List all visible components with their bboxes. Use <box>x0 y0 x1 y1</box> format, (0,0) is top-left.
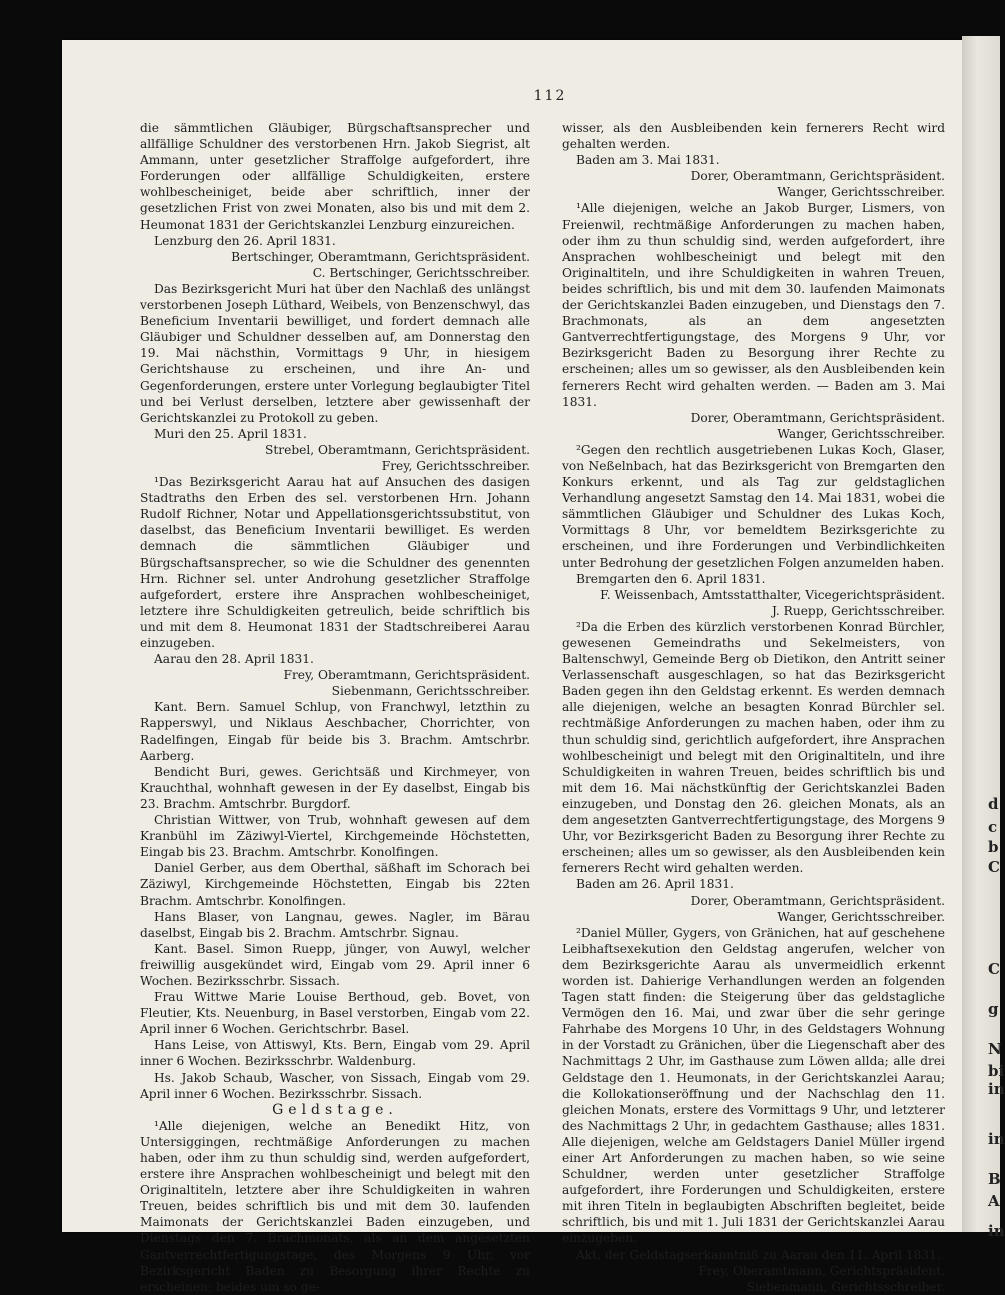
signature-line: Bertschinger, Oberamtmann, Gerichtspräsident. <box>231 249 530 264</box>
date-line: Baden am 3. Mai 1831. <box>576 153 720 168</box>
notice-paragraph: ²Gegen den rechtlich ausgetriebenen Lukas Koch, Glaser, von Neßelnbach, hat das Bezirksgericht von Bremgarten den Konkurs erkennt, und als Tag zur geldstaglichen Verhandlung angesetzt Samstag den 14. Mai 1831, wobei die sämmtlichen Gläubiger und Schuldner des Lukas Koch, Vormittags 8 Uhr, vor bemeldtem Bezirksgerichte zu erscheinen, und ihre Forderungen und Verbindlichkeiten unter Bedrohung der gesetzlichen Folgen anzumelden haben. <box>562 442 945 570</box>
notice-paragraph: ²Da die Erben des kürzlich verstorbenen Konrad Bürchler, gewesenen Gemeindraths und Sekelmeisters, von Baltenschwyl, Gemeinde Berg ob Dietikon, den Antritt seiner Verlassenschaft ausgeschlagen, so hat das Bezirksgericht Baden gegen ihn den Geldstag erkennt. Es werden demnach alle diejenigen, welche an besagten Konrad Bürchler sel. rechtmäßige Anforderungen zu machen haben, oder ihm zu thun schuldig sind, gerichtlich aufgefordert, ihre Ansprachen wohlbescheinigt und belegt mit den Originaltiteln, und ihre Schuldigkeiten in wahren Treuen, beides schriftlich bis und mit dem 16. Mai nächstkünftig der Gerichtskanzlei Baden einzugeben, und Donstag den 26. gleichen Monats, als an dem angesetzten Gantverrechtfertigungstage, des Morgens 9 Uhr, vor Bezirksgericht Baden zu Besorgung ihrer Rechte zu erscheinen; alles um so gewisser, als den Ausbleibenden kein fernerers Recht wird gehalten werden. <box>562 619 945 876</box>
edge-glyph: d <box>988 795 999 813</box>
page-number: 112 <box>533 88 567 104</box>
signature-line: Frey, Oberamtmann, Gerichtspräsident. <box>283 668 530 683</box>
edge-glyph: c <box>988 818 998 836</box>
notice-paragraph: Christian Wittwer, von Trub, wohnhaft gewesen auf dem Kranbühl im Zäziwyl-Viertel, Kirchgemeinde Höchstetten, Eingab bis 23. Brachm. Amtschrbr. Konolfingen. <box>140 813 530 860</box>
notice-paragraph: Hs. Jakob Schaub, Wascher, von Sissach, Eingab vom 29. April inner 6 Wochen. Bezirksschrbr. Sissach. <box>140 1070 530 1101</box>
edge-glyph: g <box>988 1000 999 1018</box>
signature-line: Dorer, Oberamtmann, Gerichtspräsident. <box>690 410 945 425</box>
signature-line: Frey, Oberamtmann, Gerichtspräsident. <box>698 1263 945 1278</box>
notice-paragraph: die sämmtlichen Gläubiger, Bürgschaftsansprecher und allfällige Schuldner des verstorbenen Hrn. Jakob Siegrist, alt Ammann, unter gesetzlicher Straffolge aufgefordert, ihre Forderungen oder allfällige Schuldigkeiten, erstere wohlbescheiniget, beide aber schriftlich, inner der gesetzlichen Frist von zwei Monaten, also bis und mit dem 2. Heumonat 1831 der Gerichtskanzlei Lenzburg einzureichen. <box>140 121 530 232</box>
notice-paragraph: Hans Blaser, von Langnau, gewes. Nagler, im Bärau daselbst, Eingab bis 2. Brachm. Amtschrbr. Signau. <box>140 909 530 940</box>
edge-glyph: bi <box>988 1062 1005 1080</box>
notice-paragraph: ¹Das Bezirksgericht Aarau hat auf Ansuchen des dasigen Stadtraths den Erben des sel. verstorbenen Hrn. Johann Rudolf Richner, Notar und Appellationsgerichtssubstitut, von daselbst, das Beneficium Inventarii bewilliget. Es werden demnach die sämmtlichen Gläubiger und Bürgschaftsansprecher, so wie die Schuldner des genennten Hrn. Richner sel. unter Androhung gesetzlicher Straffolge aufgefordert, erstere ihre Ansprachen wohlbescheiniget, letztere ihre Schuldigkeiten getreulich, beide schriftlich bis und mit dem 8. Heumonat 1831 der Stadtschreiberei Aarau einzugeben. <box>140 475 530 650</box>
edge-glyph: in <box>988 1222 1005 1240</box>
edge-glyph: A <box>988 1192 1000 1210</box>
left-column <box>140 120 530 1295</box>
date-line: Bremgarten den 6. April 1831. <box>576 571 766 586</box>
signature-line: Siebenmann, Gerichtsschreiber. <box>746 1279 945 1294</box>
date-line: Akt. der Geldstagserkanntniß zu Aarau den 11. April 1831. <box>576 1247 941 1262</box>
signature-line: F. Weissenbach, Amtsstatthalter, Vicegerichtspräsident. <box>600 587 945 602</box>
section-heading: Geldstage. <box>272 1101 398 1118</box>
date-line: Muri den 25. April 1831. <box>154 426 307 441</box>
notice-paragraph: Frau Wittwe Marie Louise Berthoud, geb. Bovet, von Fleutier, Kts. Neuenburg, in Basel verstorben, Eingab vom 22. April inner 6 Wochen. Gerichtschrbr. Basel. <box>140 990 530 1037</box>
edge-glyph: C <box>988 960 1000 978</box>
date-line: Baden am 26. April 1831. <box>576 877 734 892</box>
signature-line: Dorer, Oberamtmann, Gerichtspräsident. <box>690 169 945 184</box>
notice-paragraph: Das Bezirksgericht Muri hat über den Nachlaß des unlängst verstorbenen Joseph Lüthard, Weibels, von Benzenschwyl, das Beneficium Inventarii bewilliget, und fordert demnach alle Gläubiger und Schuldner desselben auf, am Donnerstag den 19. Mai nächsthin, Vormittags 9 Uhr, in hiesigem Gerichtshause zu erscheinen, und ihre An- und Gegenforderungen, erstere unter Vorlegung beglaubigter Titel und bei Verlust derselben, letztere aber gewissenhaft der Gerichtskanzlei zu Protokoll zu geben. <box>140 281 530 425</box>
right-column <box>562 120 945 1295</box>
signature-line: Wanger, Gerichtsschreiber. <box>777 909 945 924</box>
signature-line: C. Bertschinger, Gerichtsschreiber. <box>312 265 530 280</box>
signature-line: Strebel, Oberamtmann, Gerichtspräsident. <box>265 442 530 457</box>
notice-paragraph: ¹Alle diejenigen, welche an Jakob Burger, Lismers, von Freienwil, rechtmäßige Anforderungen zu machen haben, oder ihm zu thun schuldig sind, werden aufgefordert, ihre Ansprachen wohlbescheinigt und belegt mit den Originaltiteln, und ihre Schuldigkeiten in wahren Treuen, beides schriftlich, bis und mit dem 30. laufenden Maimonats der Gerichtskanzlei Baden einzugeben, und Dienstags den 7. Brachmonats, als an dem angesetzten Gantverrechtfertigungstage, des Morgens 9 Uhr, vor Bezirksgericht Baden zu Besorgung ihrer Rechte zu erscheinen; alles um so gewisser, als den Ausbleibenden kein fernerers Recht wird gehalten werden. — Baden am 3. Mai 1831. <box>562 201 945 409</box>
edge-glyph: B <box>988 1170 1001 1188</box>
edge-glyph: N <box>988 1040 1002 1058</box>
notice-paragraph: Daniel Gerber, aus dem Oberthal, säßhaft im Schorach bei Zäziwyl, Kirchgemeinde Höchstetten, Eingab bis 22ten Brachm. Amtschrbr. Konolfingen. <box>140 861 530 908</box>
signature-line: Dorer, Oberamtmann, Gerichtspräsident. <box>690 893 945 908</box>
notice-paragraph: Kant. Bern. Samuel Schlup, von Franchwyl, letzthin zu Rapperswyl, und Niklaus Aeschbacher, Chorrichter, von Radelfingen, Eingab für beide bis 3. Brachm. Amtschrbr. Aarberg. <box>140 700 530 763</box>
notice-paragraph: ¹Alle diejenigen, welche an Benedikt Hitz, von Untersiggingen, rechtmäßige Anforderungen zu machen haben, oder ihm zu thun schuldig sind, werden aufgefordert, erstere ihre Ansprachen wohlbescheinigt und belegt mit den Originaltiteln, letztere aber ihre Schuldigkeiten in wahren Treuen, beides schriftlich bis und mit dem 30. laufenden Maimonats der Gerichtskanzlei Baden einzugeben, und Dienstags den 7. Brachmonats, als an dem angesetzten Gantverrechtfertigungstage, des Morgens 9 Uhr, vor Bezirksgericht Baden zu Besorgung ihrer Rechte zu erscheinen; beides um so ge- <box>140 1118 530 1294</box>
edge-glyph: in <box>988 1130 1005 1148</box>
date-line: Aarau den 28. April 1831. <box>154 652 314 667</box>
signature-line: Siebenmann, Gerichtsschreiber. <box>331 684 530 699</box>
notice-paragraph: Bendicht Buri, gewes. Gerichtsäß und Kirchmeyer, von Krauchthal, wohnhaft gewesen in der Ey daselbst, Eingab bis 23. Brachm. Amtschrbr. Burgdorf. <box>140 764 530 811</box>
date-line: Lenzburg den 26. April 1831. <box>154 233 336 248</box>
notice-paragraph: Hans Leise, von Attiswyl, Kts. Bern, Eingab vom 29. April inner 6 Wochen. Bezirksschrbr. Waldenburg. <box>140 1038 530 1069</box>
notice-paragraph: Kant. Basel. Simon Ruepp, jünger, von Auwyl, welcher freiwillig ausgekündet wird, Eingab vom 29. April inner 6 Wochen. Bezirksschrbr. Sissach. <box>140 941 530 988</box>
edge-glyph: b <box>988 838 999 856</box>
notice-paragraph: ²Daniel Müller, Gygers, von Gränichen, hat auf geschehene Leibhaftsexekution den Geldstag angerufen, welcher von dem Bezirksgerichte Aarau als unvermeidlich erkennt worden ist. Dahierige Verhandlungen werden an folgenden Tagen statt finden: die Steigerung über das geldstagliche Vermögen den 16. Mai, und zwar über die sehr geringe Fahrhabe des Morgens 10 Uhr, in des Geldstagers Wohnung in der Vorstadt zu Gränichen, über die Liegenschaft aber des Nachmittags 2 Uhr, im Gasthause zum Löwen allda; alle drei Geldstage den 1. Heumonats, in der Gerichtskanzlei Aarau; die Kollokationseröffnung und der Nachschlag den 11. gleichen Monats, erstere des Vormittags 9 Uhr, und letzterer des Nachmittags 2 Uhr, in gedachtem Gasthause; alles 1831. Alle diejenigen, welche am Geldstagers Daniel Müller irgend einer Art Anforderungen zu machen haben, so wie seine Schuldner, werden unter gesetzlicher Straffolge aufgefordert, ihre Forderungen und Schuldigkeiten, erstere mit ihren Titeln in beglaubigten Abschriften begleitet, beide schriftlich, bis und mit 1. Juli 1831 der Gerichtskanzlei Aarau einzugeben. <box>562 925 945 1246</box>
edge-glyph: C <box>988 858 1000 876</box>
signature-line: Frey, Gerichtsschreiber. <box>381 458 530 473</box>
edge-glyph: in <box>988 1080 1005 1098</box>
signature-line: J. Ruepp, Gerichtsschreiber. <box>771 603 945 618</box>
signature-line: Wanger, Gerichtsschreiber. <box>777 426 945 441</box>
signature-line: Wanger, Gerichtsschreiber. <box>777 185 945 200</box>
notice-paragraph: wisser, als den Ausbleibenden kein fernerers Recht wird gehalten werden. <box>562 121 945 152</box>
